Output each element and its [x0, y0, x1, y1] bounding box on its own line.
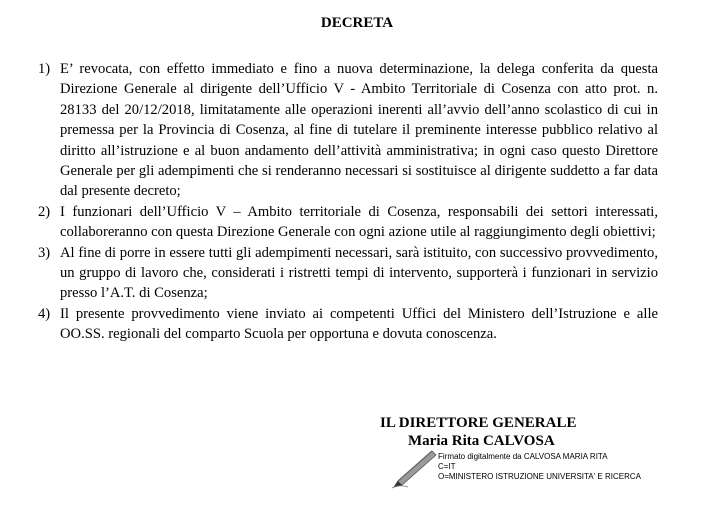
- article-number: 4): [38, 305, 51, 322]
- article-3: [38, 243, 658, 304]
- article-1: [38, 59, 658, 202]
- article-text: I funzionari dell’Ufficio V – Ambito territoriale di Cosenza, responsabili dei settori interessati, collaboreranno con questa Direzione Generale con ogni azione utile al raggiungimento degli obiettivi;: [60, 203, 658, 241]
- signed-by-text: Firmato digitalmente da CALVOSA MARIA RITA: [438, 452, 608, 461]
- article-text: Al fine di porre in essere tutti gli adempimenti necessari, sarà istituito, con successivo provvedimento, un gruppo di lavoro che, considerati i ristretti tempi di intervento, supporterà i funzionari in servizio presso l’A.T. di Cosenza;: [60, 244, 658, 302]
- article-4: [38, 304, 658, 345]
- signature-block: [380, 414, 576, 450]
- country-text: C=IT: [438, 462, 456, 471]
- signer-role: IL DIRETTORE GENERALE: [380, 415, 577, 431]
- digital-signature-info: [438, 452, 641, 482]
- article-number: 2): [38, 203, 51, 220]
- organization-text: O=MINISTERO ISTRUZIONE UNIVERSITA' E RICERCA: [438, 472, 641, 481]
- pen-icon: [388, 447, 438, 489]
- article-number: 1): [38, 61, 51, 77]
- signer-name: Maria Rita CALVOSA: [408, 433, 555, 449]
- decree-heading: DECRETA: [320, 15, 394, 31]
- article-2: [38, 202, 658, 243]
- article-text: Il presente provvedimento viene inviato ai competenti Uffici del Ministero dell’Istruzione e alle OO.SS. regionali del comparto Scuola per opportuna e dovuta conoscenza.: [60, 305, 658, 343]
- decree-articles: [38, 59, 658, 345]
- article-number: 3): [38, 244, 51, 261]
- article-text: E’ revocata, con effetto immediato e fino a nuova determinazione, la delega conferita da questa Direzione Generale al dirigente dell’Ufficio V - Ambito Territoriale di Cosenza con atto prot. n. 28133 del 20/12/2018, limitatamente alle operazioni inerenti all’avvio dell’anno scolastico di cui in premessa per la Provincia di Cosenza, al fine di tutelare il preminente interesse pubblico relativo al diritto all’istruzione e al buon andamento dell’attività amministrativa; in ogni caso questo Direttore Generale per gli adempimenti che si renderanno necessari si sostituisce al dirigente suddetto a far data dal presente decreto;: [60, 61, 658, 200]
